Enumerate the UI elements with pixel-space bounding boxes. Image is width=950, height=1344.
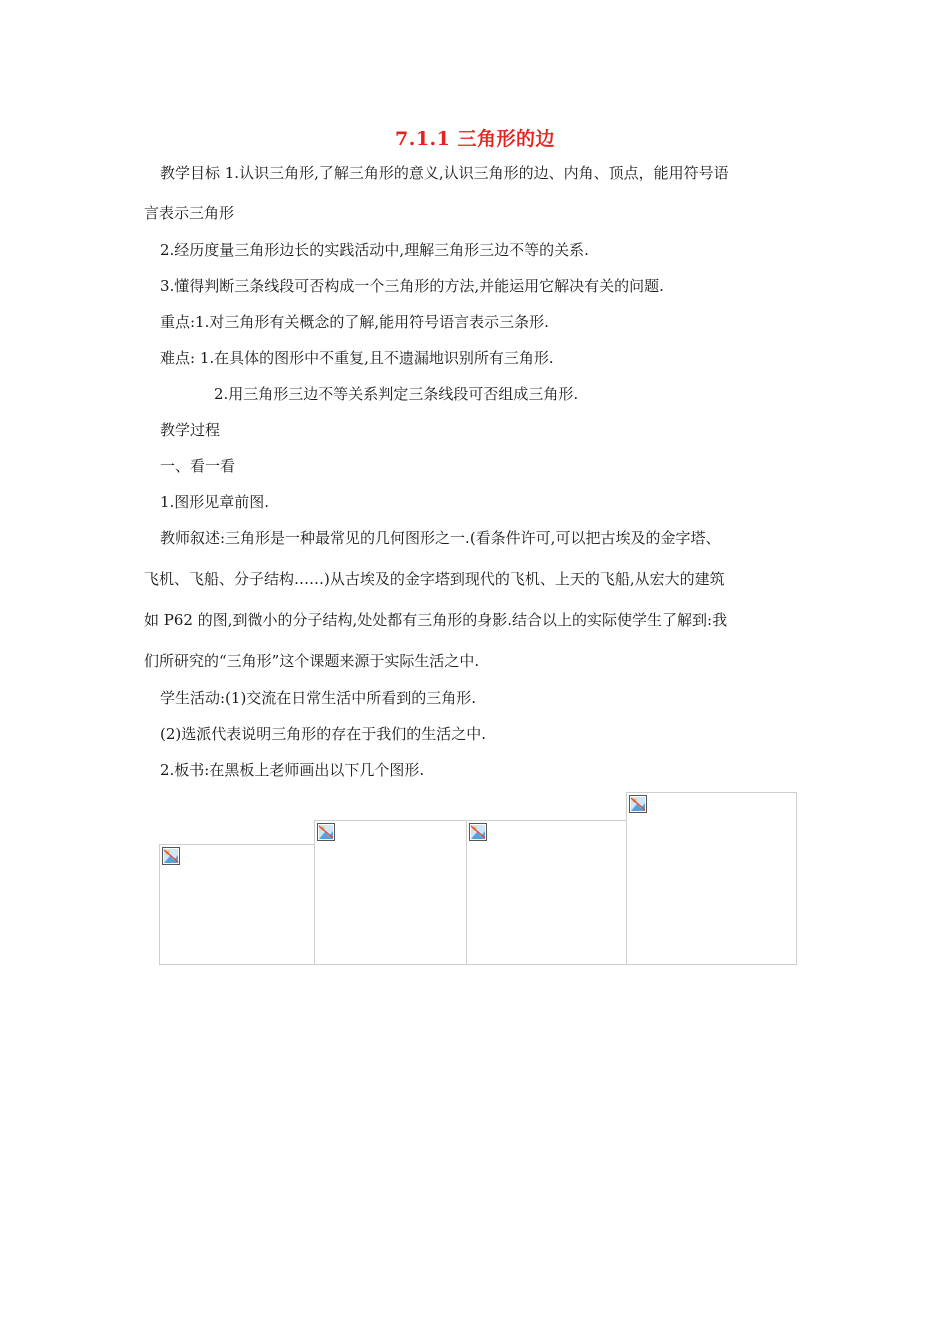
text-line: 重点:1.对三角形有关概念的了解,能用符号语言表示三条形. (160, 313, 549, 331)
text-line: 2.用三角形三边不等关系判定三条线段可否组成三角形. (214, 385, 579, 403)
text-line: 学生活动:(1)交流在日常生活中所看到的三角形. (160, 689, 477, 707)
text-line: 言表示三角形 (144, 204, 235, 222)
broken-image-icon (317, 823, 335, 841)
text-line: 如 P62 的图,到微小的分子结构,处处都有三角形的身影.结合以上的实际使学生了解到:我 (144, 611, 728, 629)
figure-placeholder-3 (466, 820, 627, 965)
broken-image-icon (162, 847, 180, 865)
broken-image-icon (469, 823, 487, 841)
broken-image-icon (629, 795, 647, 813)
figure-placeholder-1 (159, 844, 315, 965)
text-line: 难点: 1.在具体的图形中不重复,且不遗漏地识别所有三角形. (160, 349, 554, 367)
page-title: 7.1.1 三角形的边 (394, 128, 555, 150)
text-line: 教师叙述:三角形是一种最常见的几何图形之一.(看条件许可,可以把古埃及的金字塔、 (160, 529, 721, 547)
text-line: 2.经历度量三角形边长的实践活动中,理解三角形三边不等的关系. (160, 241, 589, 259)
text-line: 1.图形见章前图. (160, 493, 270, 511)
text-line: 们所研究的“三角形”这个课题来源于实际生活之中. (144, 652, 480, 670)
text-line: 3.懂得判断三条线段可否构成一个三角形的方法,并能运用它解决有关的问题. (160, 277, 664, 295)
figure-placeholder-2 (314, 820, 467, 965)
text-line: 一、看一看 (160, 457, 236, 475)
text-line: 教学过程 (160, 421, 221, 439)
text-line: (2)选派代表说明三角形的存在于我们的生活之中. (160, 725, 487, 743)
figure-placeholder-4 (626, 792, 797, 965)
text-line: 2.板书:在黑板上老师画出以下几个图形. (160, 761, 425, 779)
text-line: 飞机、飞船、分子结构……)从古埃及的金字塔到现代的飞机、上天的飞船,从宏大的建筑 (144, 570, 725, 588)
text-line: 教学目标 1.认识三角形,了解三角形的意义,认识三角形的边、内角、顶点，能用符号语 (160, 164, 729, 182)
